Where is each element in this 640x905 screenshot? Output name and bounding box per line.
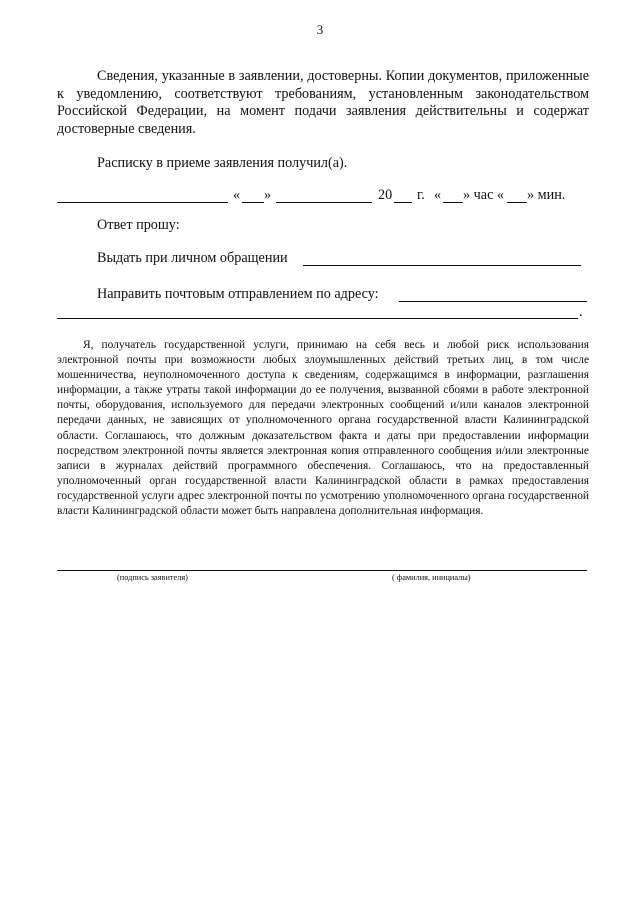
address-line-1[interactable]: [399, 301, 587, 302]
day-open-quote: «: [233, 187, 241, 203]
minute-line[interactable]: [507, 202, 527, 203]
by-mail-label: Направить почтовым отправлением по адресу:: [97, 286, 379, 302]
signature-line[interactable]: [57, 570, 587, 571]
address-line-2[interactable]: [57, 318, 578, 319]
day-close-quote: »: [264, 187, 272, 203]
in-person-label: Выдать при личном обращении: [97, 250, 288, 266]
page-number: 3: [316, 22, 324, 37]
consent-paragraph: Я, получатель государственной услуги, принимаю на себя весь и любой риск использования электронной почты при возможности любых злоумышленных действий третьих лиц, в том числе мошенничества, неуполномоченного доступа к сведениям, содержащимся в информации, разглашения информации, а также утраты такой информации до ее получения, вызванной сбоями в работе электронной почты, оборудования, используемого для передачи электронных сообщений и/или каналов электронной передачи данных, не зависящих от уполномоченного органа государственной власти Калининградской области. Соглашаюсь, что должным доказательством факта и даты при предоставлении информации посредством электронной почты является электронная копия отправленного сообщения и/или электронные записи в журналах действий программного обеспечения. Соглашаюсь, что на предоставленный уполномоченный орган государственной власти Калининградской области в рамках предоставления государственной услуги адрес электронной почты по усмотрению уполномоченного органа государственной власти Калининградской области может быть направлена дополнительная информация.: [57, 339, 589, 518]
day-line[interactable]: [242, 202, 264, 203]
hour-open-quote: «: [434, 187, 442, 203]
hour-line[interactable]: [443, 202, 463, 203]
minutes-label: » мин.: [527, 187, 566, 203]
hour-label: » час «: [463, 187, 505, 203]
address-line-end: .: [579, 304, 583, 320]
year-suffix: г.: [417, 187, 425, 203]
declaration-paragraph: Сведения, указанные в заявлении, достоверны. Копии документов, приложенные к уведомлению, соответствуют требованиям, установленным законодательством Российской Федерации, на момент подачи заявления действительны и содержат достоверные сведения.: [57, 68, 589, 137]
year-prefix: 20: [378, 187, 393, 203]
receiver-name-line[interactable]: [57, 202, 228, 203]
signature-caption: (подпись заявителя): [117, 573, 188, 582]
response-label: Ответ прошу:: [97, 217, 180, 233]
receipt-label: Расписку в приеме заявления получил(а).: [97, 155, 348, 171]
name-caption: ( фамилия, инициалы): [392, 573, 471, 582]
month-line[interactable]: [276, 202, 372, 203]
year-line[interactable]: [394, 202, 412, 203]
in-person-line[interactable]: [303, 265, 581, 266]
